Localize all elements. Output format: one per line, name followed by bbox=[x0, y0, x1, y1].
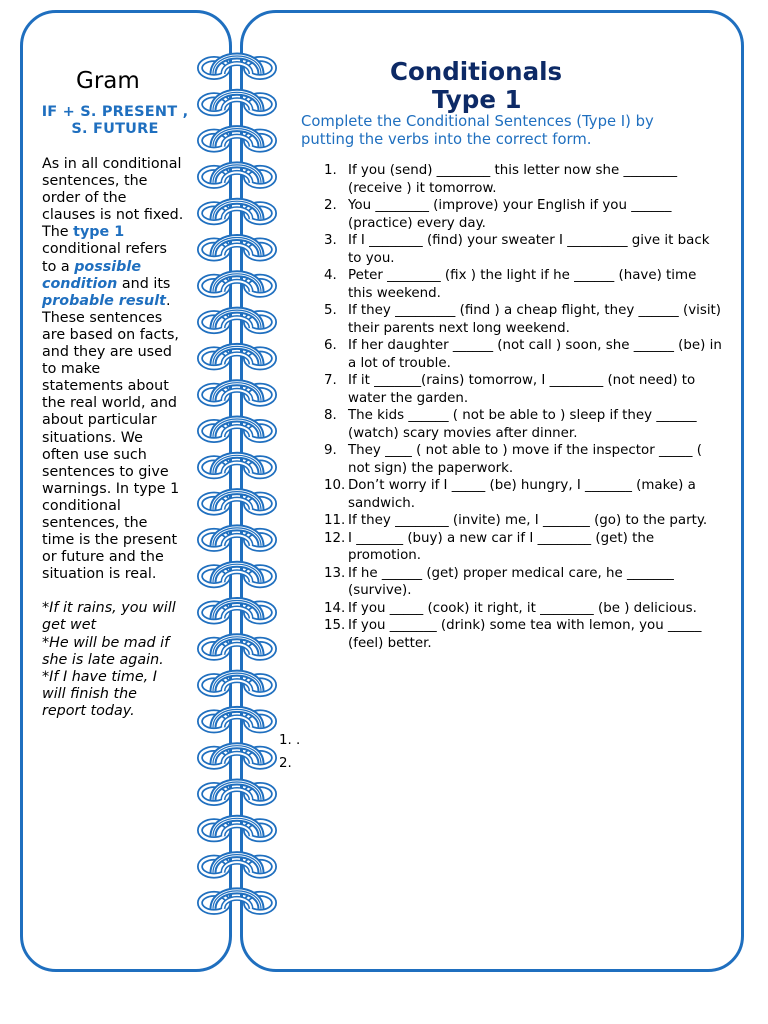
exercise-sentence: If they _________ (find ) a cheap flight, they ______ (visit) their parents next long weekend. bbox=[348, 303, 722, 336]
exercise-instructions: Complete the Conditional Sentences (Type I) by putting the verbs into the correct form. bbox=[301, 113, 654, 148]
spiral-ring-icon bbox=[200, 746, 274, 767]
text-span: conditional refers to a bbox=[42, 241, 167, 275]
spiral-ring-icon bbox=[200, 346, 274, 367]
exercise-item bbox=[324, 600, 724, 618]
spiral-ring-icon bbox=[200, 637, 274, 658]
exercise-item bbox=[324, 512, 724, 530]
exercise-sentence: If it _______(rains) tomorrow, I ________ (not need) to water the garden. bbox=[348, 373, 696, 406]
exercise-sentence: If he ______ (get) proper medical care, he _______ (survive). bbox=[348, 565, 674, 598]
spiral-ring-icon bbox=[200, 129, 274, 150]
exercise-item bbox=[324, 337, 724, 372]
exercise-number: 14. bbox=[324, 600, 346, 616]
highlight-probable-result: probable result bbox=[42, 292, 166, 309]
exercise-number: 13. bbox=[324, 565, 346, 581]
highlight-type-1: type 1 bbox=[73, 224, 125, 241]
exercise-number: 4. bbox=[324, 268, 337, 283]
exercise-sentence: If they ________ (invite) me, I _______ (go) to the party. bbox=[348, 513, 708, 528]
explanation-paragraph-2 bbox=[42, 224, 184, 583]
exercise-number: 9. bbox=[324, 443, 337, 458]
exercise-sentence: If her daughter ______ (not call ) soon, she ______ (be) in a lot of trouble. bbox=[348, 338, 722, 371]
example-sentence: *He will be mad if she is late again. bbox=[42, 634, 170, 668]
exercise-item bbox=[324, 617, 724, 652]
exercise-sentence: The kids ______ ( not be able to ) sleep if they ______ (watch) scary movies after dinner. bbox=[348, 408, 697, 441]
exercise-item bbox=[324, 232, 724, 267]
example-sentence: *If I have time, I will finish the report today. bbox=[42, 668, 157, 719]
spiral-ring-icon bbox=[200, 274, 274, 295]
example-sentence: *If it rains, you will get wet bbox=[42, 600, 176, 634]
spiral-ring-icon bbox=[200, 238, 274, 259]
spiral-binding bbox=[192, 38, 282, 924]
spiral-ring-icon bbox=[200, 455, 274, 476]
exercise-number: 12. bbox=[324, 530, 346, 546]
exercise-sentence: They ____ ( not able to ) move if the inspector _____ ( not sign) the paperwork. bbox=[348, 443, 702, 476]
spiral-ring-icon bbox=[200, 310, 274, 331]
exercise-item bbox=[324, 162, 724, 197]
spiral-ring-icon bbox=[200, 709, 274, 730]
spiral-ring-icon bbox=[200, 492, 274, 513]
exercise-sentence: Peter ________ (fix ) the light if he ______ (have) time this weekend. bbox=[348, 268, 697, 301]
exercise-number: 15. bbox=[324, 618, 346, 633]
exercise-sentence: Don’t worry if I _____ (be) hungry, I _______ (make) a sandwich. bbox=[348, 478, 696, 511]
grammar-explanation bbox=[42, 156, 184, 720]
exercise-number: 8. bbox=[324, 408, 337, 423]
exercise-item bbox=[324, 197, 724, 232]
highlight-possible-condition: possible condition bbox=[42, 258, 142, 292]
spiral-ring-icon bbox=[200, 56, 274, 77]
spiral-ring-icon bbox=[200, 673, 274, 694]
exercise-number: 5. bbox=[324, 303, 337, 318]
exercise-item bbox=[324, 372, 724, 407]
stray-numbered-list bbox=[279, 729, 300, 775]
exercise-number: 7. bbox=[324, 373, 337, 388]
worksheet-title-line-2-text: Type 1 bbox=[432, 85, 522, 114]
examples-block bbox=[42, 600, 184, 720]
text-span: The bbox=[42, 224, 74, 241]
spiral-ring-icon bbox=[200, 92, 274, 113]
exercise-number: 11. bbox=[324, 513, 346, 528]
exercise-item bbox=[324, 302, 724, 337]
spiral-ring-icon bbox=[200, 855, 274, 876]
spiral-ring-icon bbox=[200, 201, 274, 222]
exercise-sentence: If you _____ (cook) it right, it ________ (be ) delicious. bbox=[348, 600, 697, 616]
spiral-ring-icon bbox=[200, 383, 274, 404]
spiral-ring-icon bbox=[200, 564, 274, 585]
exercise-number: 2. bbox=[324, 198, 337, 213]
text-span: and its bbox=[117, 275, 171, 292]
exercise-sentence: If you (send) ________ this letter now she ________ (receive ) it tomorrow. bbox=[348, 163, 678, 196]
exercise-number: 10. bbox=[324, 478, 346, 493]
spiral-ring-icon bbox=[200, 818, 274, 839]
stray-list-item: 2. bbox=[279, 756, 292, 771]
exercise-sentence: If I ________ (find) your sweater I _________ give it back to you. bbox=[348, 233, 710, 266]
spiral-ring-icon bbox=[200, 601, 274, 622]
exercise-item bbox=[324, 565, 724, 600]
exercise-item bbox=[324, 442, 724, 477]
explanation-paragraph-1: As in all conditional sentences, the order of the clauses is not fixed. bbox=[42, 156, 184, 224]
formula-subtitle: IF + S. PRESENT , S. FUTURE bbox=[41, 104, 189, 137]
exercise-item bbox=[324, 407, 724, 442]
exercise-item bbox=[324, 530, 724, 565]
spiral-ring-icon bbox=[200, 782, 274, 803]
spiral-ring-icon bbox=[200, 528, 274, 549]
text-span: . These sentences are based on facts, and they are used to make statements about the real world, and about particular situations. We often use such sentences to give warnings. In type 1 conditional sentences, the time is the present or future and the situation is real. bbox=[42, 292, 180, 583]
exercise-list bbox=[324, 162, 724, 652]
exercise-sentence: I _______ (buy) a new car if I ________ (get) the promotion. bbox=[348, 530, 655, 563]
exercise-sentence: You ________ (improve) your English if you ______ (practice) every day. bbox=[348, 198, 672, 231]
exercise-number: 6. bbox=[324, 338, 337, 353]
grammar-title: Gram bbox=[76, 68, 140, 94]
spiral-ring-icon bbox=[200, 165, 274, 186]
worksheet-title-line-2 bbox=[432, 84, 522, 114]
spiral-ring-icon bbox=[200, 419, 274, 440]
exercise-item bbox=[324, 477, 724, 512]
spiral-ring-icon bbox=[200, 891, 274, 912]
exercise-number: 3. bbox=[324, 233, 337, 248]
exercise-number: 1. bbox=[324, 163, 337, 178]
exercise-item bbox=[324, 267, 724, 302]
stray-list-item: 1. . bbox=[279, 733, 301, 748]
exercise-sentence: If you _______ (drink) some tea with lemon, you _____ (feel) better. bbox=[348, 618, 702, 651]
worksheet-title: Conditionals bbox=[390, 57, 563, 86]
